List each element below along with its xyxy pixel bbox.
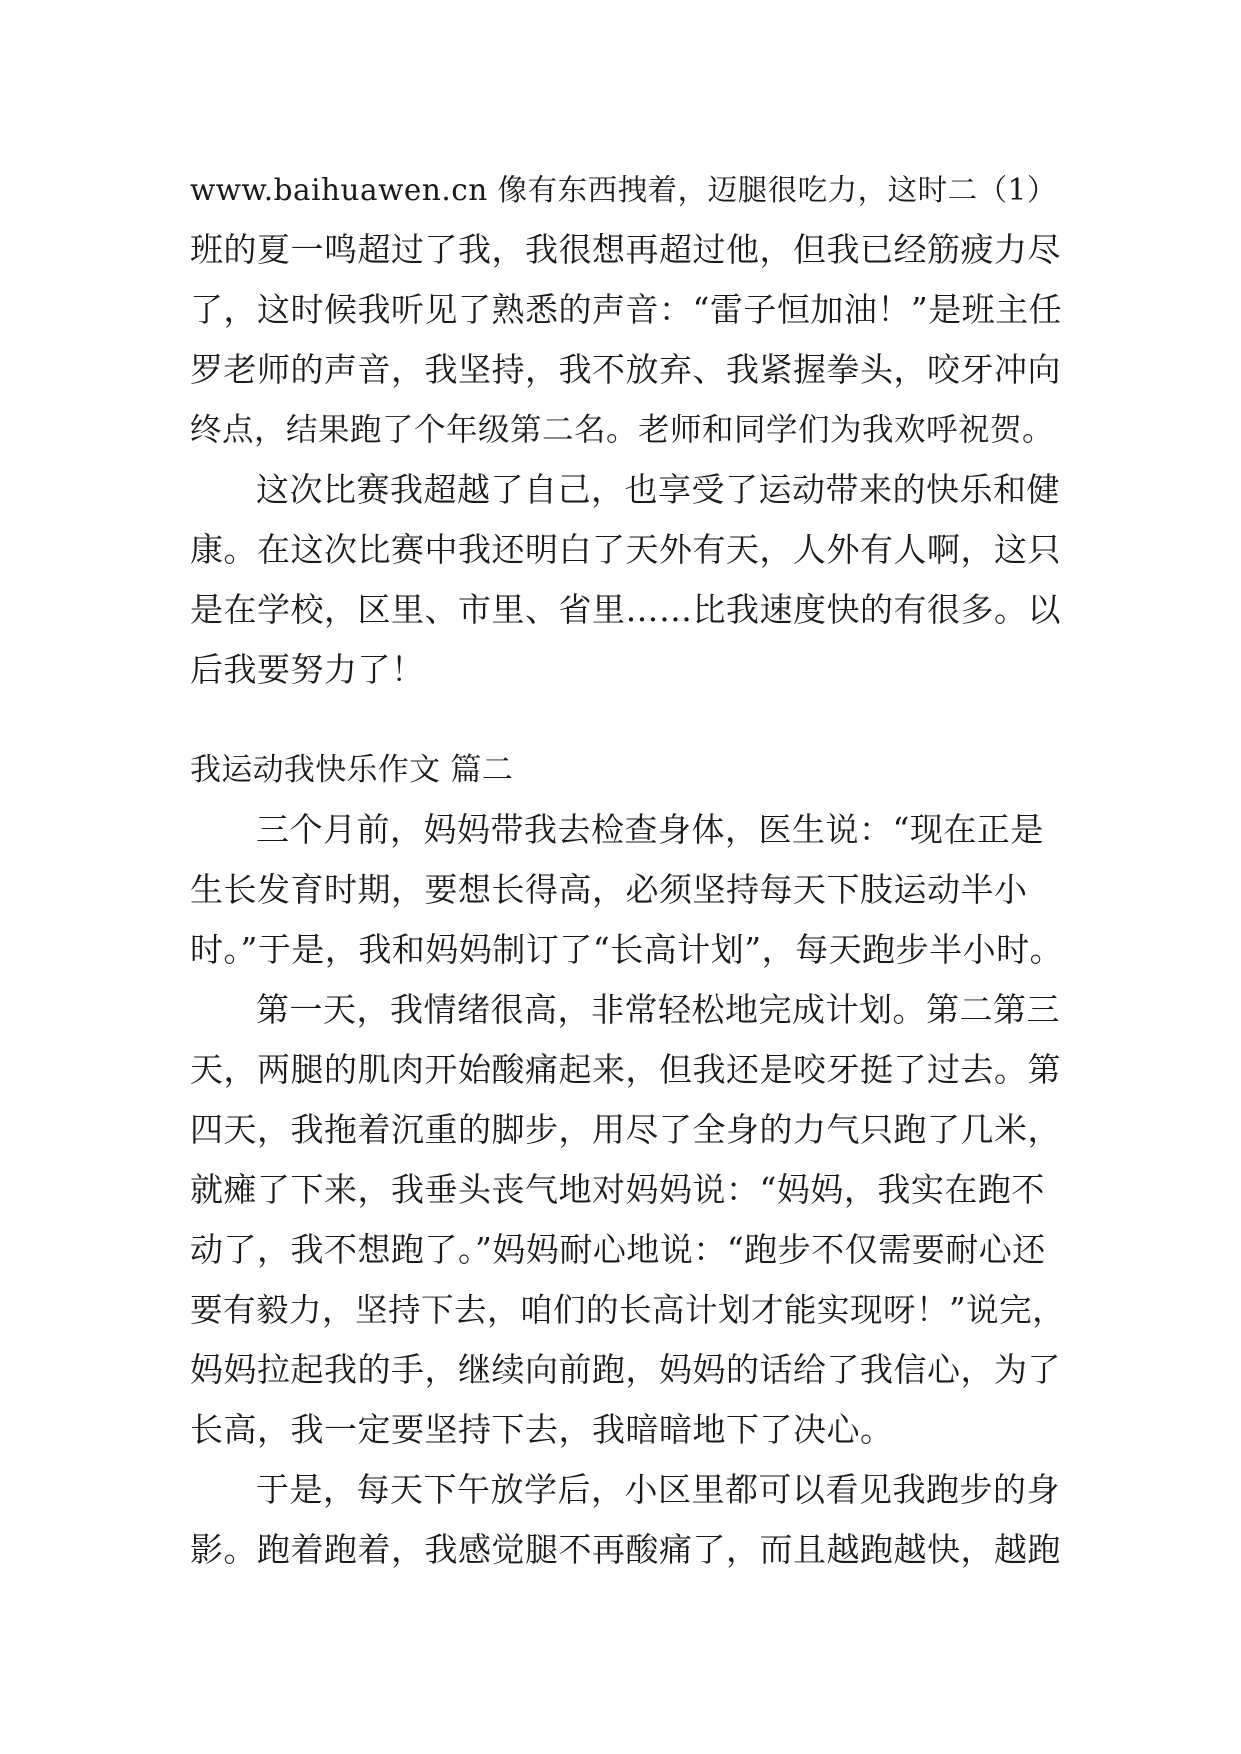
paragraph-2-line-4: 后我要努力了！ bbox=[190, 650, 425, 689]
paragraph-2-line-1: 这次比赛我超越了自己，也享受了运动带来的快乐和健 bbox=[256, 470, 1060, 509]
paragraph-4-line-4: 就瘫了下来，我垂头丧气地对妈妈说：“妈妈，我实在跑不 bbox=[190, 1170, 1045, 1209]
paragraph-4-line-6: 要有毅力，坚持下去，咱们的长高计划才能实现呀！”说完， bbox=[190, 1291, 1066, 1329]
paragraph-5-line-1: 于是，每天下午放学后，小区里都可以看见我跑步的身 bbox=[256, 1470, 1060, 1509]
paragraph-1-line-4: 罗老师的声音，我坚持，我不放弃、我紧握拳头，咬牙冲向 bbox=[190, 350, 1061, 389]
paragraph-2-line-2: 康。在这次比赛中我还明白了天外有天，人外有人啊，这只 bbox=[190, 530, 1061, 569]
paragraph-1-line-5: 终点，结果跑了个年级第二名。老师和同学们为我欢呼祝贺。 bbox=[190, 412, 1055, 448]
paragraph-4-line-7: 妈妈拉起我的手，继续向前跑，妈妈的话给了我信心，为了 bbox=[190, 1350, 1061, 1389]
paragraph-1-line-2: 班的夏一鸣超过了我，我很想再超过他，但我已经筋疲力尽 bbox=[190, 230, 1061, 269]
paragraph-4-line-3: 四天，我拖着沉重的脚步，用尽了全身的力气只跑了几米， bbox=[190, 1110, 1061, 1149]
paragraph-3-line-2: 生长发育时期，要想长得高，必须坚持每天下肢运动半小 bbox=[190, 870, 1028, 909]
section-heading: 我运动我快乐作文 篇二 bbox=[190, 752, 514, 788]
paragraph-3-line-1: 三个月前，妈妈带我去检查身体，医生说：“现在正是 bbox=[256, 810, 1044, 849]
paragraph-2-line-3: 是在学校，区里、市里、省里……比我速度快的有很多。以 bbox=[190, 590, 1061, 629]
paragraph-4-line-5: 动了，我不想跑了。”妈妈耐心地说：“跑步不仅需要耐心还 bbox=[190, 1230, 1046, 1269]
paragraph-4-line-1: 第一天，我情绪很高，非常轻松地完成计划。第二第三 bbox=[256, 990, 1060, 1029]
paragraph-1-line-1: www.baihuawen.cn 像有东西拽着，迈腿很吃力，这时二（1） bbox=[190, 173, 1057, 207]
paragraph-4-line-8: 长高，我一定要坚持下去，我暗暗地下了决心。 bbox=[190, 1410, 894, 1449]
paragraph-3-line-3: 时。”于是，我和妈妈制订了“长高计划”，每天跑步半小时。 bbox=[190, 930, 1064, 969]
paragraph-1-line-3: 了，这时候我听见了熟悉的声音：“雷子恒加油！”是班主任 bbox=[190, 290, 1063, 329]
paragraph-4-line-2: 天，两腿的肌肉开始酸痛起来，但我还是咬牙挺了过去。第 bbox=[190, 1050, 1061, 1089]
paragraph-5-line-2: 影。跑着跑着，我感觉腿不再酸痛了，而且越跑越快，越跑 bbox=[190, 1530, 1061, 1569]
